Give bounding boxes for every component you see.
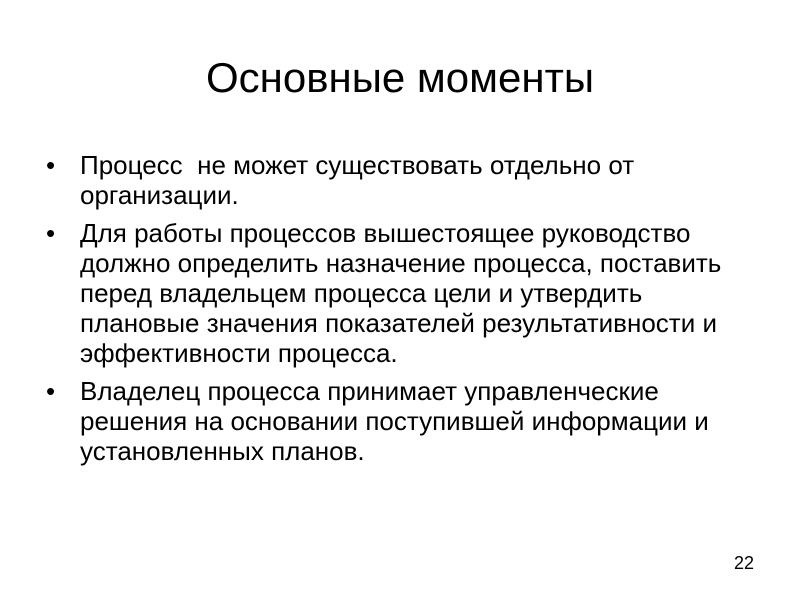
- bullet-text: Для работы процессов вышестоящее руководство должно определить назначение процесса, поставить перед владельцем процесса цели и утвердить плановые значения показателей результативности и эффективности процесса.: [80, 218, 722, 368]
- slide-title: Основные моменты: [205, 54, 595, 101]
- bullet-item: [46, 376, 746, 466]
- bullet-marker: •: [46, 150, 56, 180]
- bullet-text: Процесс не может существовать отдельно от организации.: [80, 150, 642, 210]
- page-number: 22: [733, 553, 754, 573]
- bullet-marker: •: [46, 218, 56, 248]
- bullet-item: [46, 150, 746, 210]
- bullet-marker: •: [46, 376, 56, 406]
- bullet-text: Владелец процесса принимает управленческие решения на основании поступившей информации и установленных планов.: [80, 376, 709, 466]
- bullet-list: [46, 150, 746, 474]
- bullet-item: [46, 218, 746, 368]
